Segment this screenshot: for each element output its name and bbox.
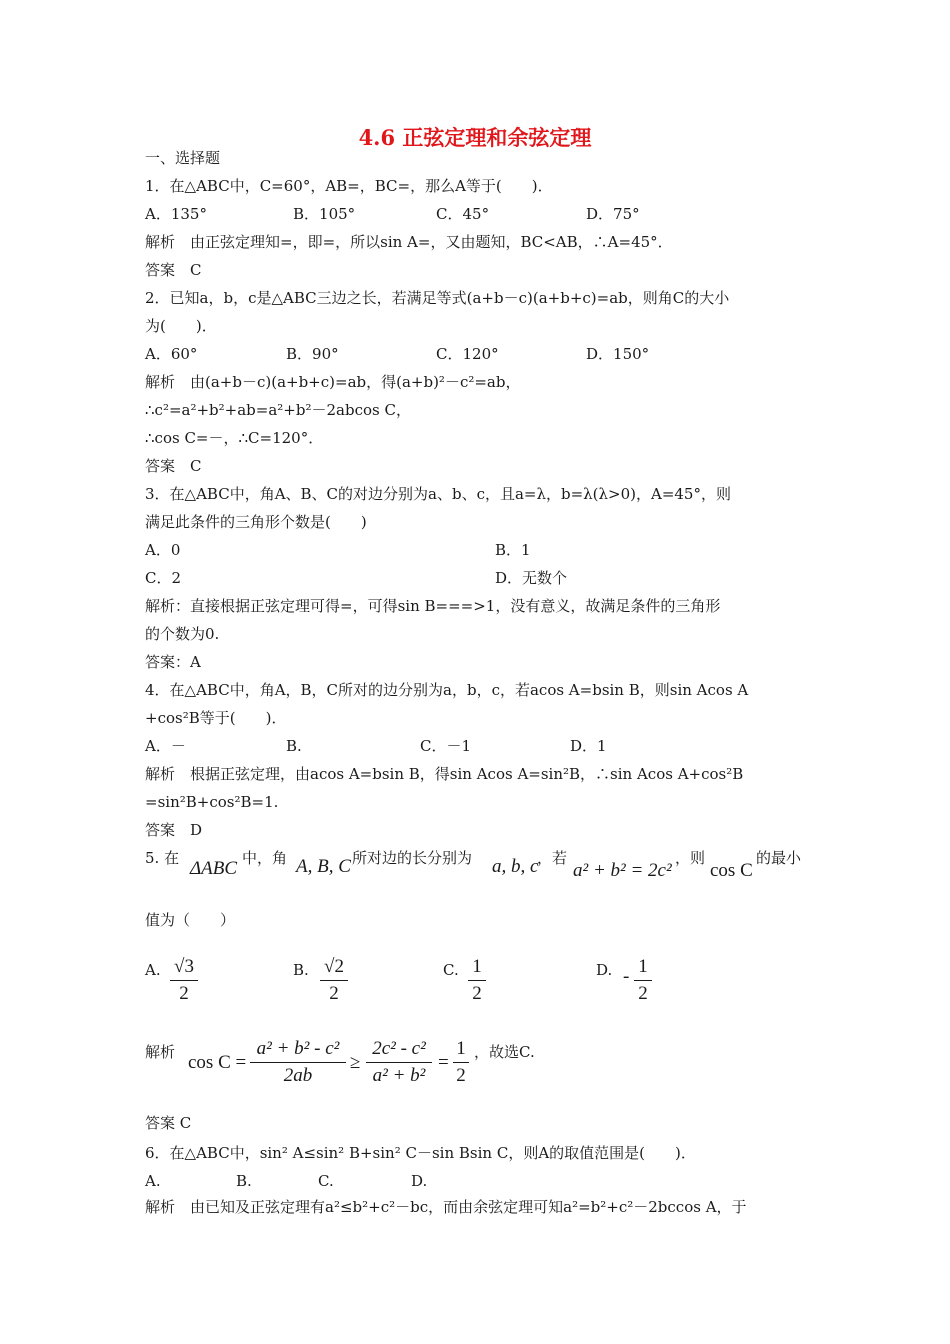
q5-ge-sign: ≥	[350, 1052, 361, 1073]
q5-angles: A, B, C	[296, 856, 351, 877]
q6-stem: 6．在△ABC中，sin² A≤sin² B+sin² C－sin Bsin C，则A的取值范围是( )．	[145, 1144, 696, 1162]
q3-option-a: A．0	[145, 541, 181, 559]
q6-option-a: A.	[145, 1172, 161, 1190]
q4-answer: 答案 D	[145, 821, 203, 839]
q1-option-b: B．105°	[293, 205, 356, 223]
q2-analysis-line3: ∴cos C=－，∴C=120°．	[145, 429, 324, 447]
q5-text-5: 的最小	[756, 849, 802, 867]
q5-condition: a² + b² = 2c²	[573, 860, 672, 881]
q5-option-c-fraction: 1 2	[468, 956, 486, 1005]
q2-option-d: D．150°	[586, 345, 650, 363]
q5-option-d-label: D.	[596, 961, 613, 979]
q4-option-b: B.	[286, 737, 302, 755]
q1-analysis: 解析 由正弦定理知=，即=，所以sin A=，又由题知，BC<AB，∴A=45°．	[145, 233, 673, 251]
q4-stem-line2: +cos²B等于( )．	[145, 709, 287, 727]
q5-fraction-3: 1 2	[453, 1038, 469, 1087]
q5-option-b-fraction: √2 2	[320, 956, 348, 1005]
q4-stem-line1: 4．在△ABC中，角A，B，C所对的边分别为a，b，c，若acos A=bsin B，则sin Acos A	[145, 681, 749, 699]
q2-option-b: B．90°	[286, 345, 339, 363]
q3-analysis-line1: 解析：直接根据正弦定理可得=，可得sin B===>1，没有意义，故满足条件的三角形	[145, 597, 721, 615]
q6-analysis: 解析 由已知及正弦定理有a²≤b²+c²－bc，而由余弦定理可知a²=b²+c²－2bccos A，于	[145, 1198, 747, 1216]
q3-stem-line2: 满足此条件的三角形个数是( )	[145, 513, 367, 531]
q5-option-b-label: B.	[293, 961, 309, 979]
q5-option-c-label: C.	[443, 961, 459, 979]
q5-eq-sign: =	[438, 1052, 449, 1073]
q6-option-d: D.	[411, 1172, 428, 1190]
q3-stem-line1: 3．在△ABC中，角A、B、C的对边分别为a、b、c，且a=λ，b=λ(λ>0)，A=45°，则	[145, 485, 731, 503]
q1-option-a: A．135°	[145, 205, 207, 223]
section-heading: 一、选择题	[145, 149, 221, 167]
q2-analysis-line2: ∴c²=a²+b²+ab=a²+b²－2abcos C，	[145, 401, 411, 419]
q3-option-d: D．无数个	[495, 569, 568, 587]
q4-option-c: C．－1	[420, 737, 472, 755]
q2-option-c: C．120°	[436, 345, 499, 363]
q5-cosC: cos C	[710, 860, 753, 881]
q6-option-c: C.	[318, 1172, 334, 1190]
q1-option-c: C．45°	[436, 205, 490, 223]
q5-sides: a, b, c	[492, 856, 539, 877]
q5-triangle-symbol: ΔABC	[190, 858, 238, 879]
q2-answer: 答案 C	[145, 457, 202, 475]
q1-option-d: D．75°	[586, 205, 640, 223]
q5-option-d-sign: -	[623, 966, 630, 987]
q2-stem-line2: 为( )．	[145, 317, 217, 335]
q1-answer: 答案 C	[145, 261, 202, 279]
q4-analysis-line1: 解析 根据正弦定理，由acos A=bsin B，得sin Acos A=sin²B，∴sin Acos A+cos²B	[145, 765, 744, 783]
q5-text-1: 中，角	[242, 849, 288, 867]
q5-text-4: ，则	[675, 849, 706, 867]
q2-option-a: A．60°	[145, 345, 198, 363]
q4-option-d: D．1	[570, 737, 607, 755]
q1-stem: 1．在△ABC中，C=60°，AB=，BC=，那么A等于( )．	[145, 177, 553, 195]
q4-option-a: A．－	[145, 737, 186, 755]
q6-option-b: B.	[236, 1172, 252, 1190]
q5-text-2: 所对边的长分别为	[352, 849, 473, 867]
q5-text-3: ，若	[537, 849, 568, 867]
q4-analysis-line2: =sin²B+cos²B=1.	[145, 793, 279, 811]
q5-option-a-fraction: √3 2	[170, 956, 198, 1005]
q5-cos-lhs: cos C =	[188, 1052, 247, 1073]
q3-answer: 答案：A	[145, 653, 201, 671]
q5-option-a-label: A.	[145, 961, 161, 979]
q5-analysis-tail: ，故选C.	[474, 1043, 535, 1061]
q2-analysis-line1: 解析 由(a+b－c)(a+b+c)=ab，得(a+b)²－c²=ab，	[145, 373, 521, 391]
q5-option-d-fraction: 1 2	[634, 956, 652, 1005]
q5-fraction-1: a² + b² - c² 2ab	[250, 1038, 346, 1087]
q5-stem-line2: 值为（ ）	[145, 911, 236, 929]
q2-stem-line1: 2．已知a，b，c是△ABC三边之长，若满足等式(a+b－c)(a+b+c)=ab，则角C的大小	[145, 289, 730, 307]
q3-option-b: B．1	[495, 541, 531, 559]
q5-lead: 5. 在	[145, 849, 180, 867]
q5-fraction-2: 2c² - c² a² + b²	[366, 1038, 432, 1087]
q5-analysis-label: 解析	[145, 1043, 176, 1061]
q3-option-c: C．2	[145, 569, 182, 587]
q3-analysis-line2: 的个数为0.	[145, 625, 220, 643]
page-title: 4.6 正弦定理和余弦定理	[358, 125, 592, 150]
q5-answer: 答案 C	[145, 1114, 192, 1132]
